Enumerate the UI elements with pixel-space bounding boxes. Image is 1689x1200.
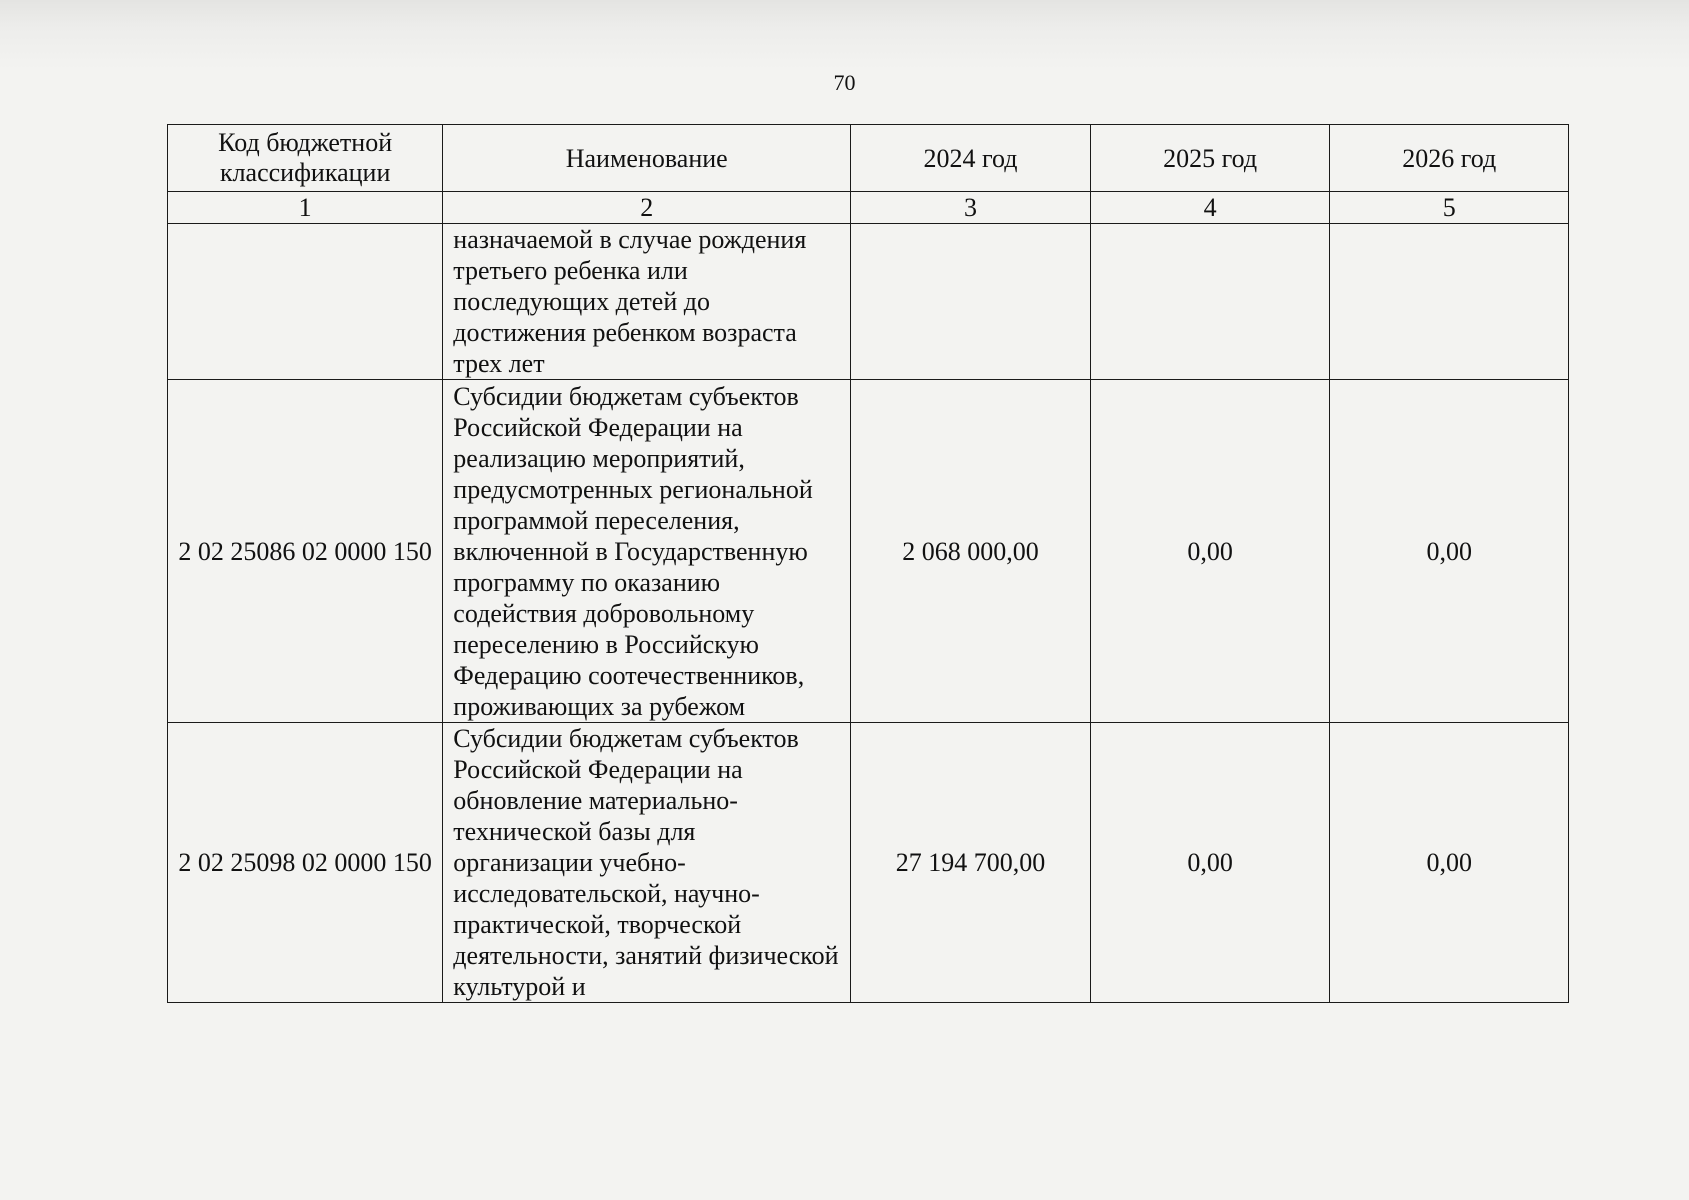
row-code: 2 02 25098 02 0000 150 <box>168 723 443 1003</box>
row-amount-2024: 27 194 700,00 <box>851 723 1091 1003</box>
table-row <box>168 380 1569 723</box>
row-name: Субсидии бюджетам субъектов Российской Федерации на обновление материально-технической базы для организации учебно-исследовательской, научно-практической, творческой деятельности, занятий физической культурой и <box>443 723 851 1003</box>
row-amount-2026: 0,00 <box>1330 380 1569 723</box>
table-row <box>168 723 1569 1003</box>
row-code: 2 02 25086 02 0000 150 <box>168 380 443 723</box>
column-number: 3 <box>851 192 1091 224</box>
header-row <box>168 125 1569 192</box>
row-name: Субсидии бюджетам субъектов Российской Федерации на реализацию мероприятий, предусмотренных региональной программой переселения, включенной в Государственную программу по оказанию содействия добровольному переселению в Российскую Федерацию соотечественников, проживающих за рубежом <box>443 380 851 723</box>
header-name: Наименование <box>443 125 851 192</box>
row-amount-2025: 0,00 <box>1090 380 1330 723</box>
row-code <box>168 224 443 380</box>
column-number-row <box>168 192 1569 224</box>
scan-shade <box>0 0 1689 70</box>
table-row <box>168 224 1569 380</box>
row-name: назначаемой в случае рождения третьего ребенка или последующих детей до достижения ребенком возраста трех лет <box>443 224 851 380</box>
row-amount-2026 <box>1330 224 1569 380</box>
header-code: Код бюджетной классификации <box>168 125 443 192</box>
column-number: 5 <box>1330 192 1569 224</box>
column-number: 1 <box>168 192 443 224</box>
row-amount-2024 <box>851 224 1091 380</box>
row-amount-2026: 0,00 <box>1330 723 1569 1003</box>
budget-table <box>167 124 1569 1003</box>
column-number: 4 <box>1090 192 1330 224</box>
column-number: 2 <box>443 192 851 224</box>
row-amount-2024: 2 068 000,00 <box>851 380 1091 723</box>
row-amount-2025 <box>1090 224 1330 380</box>
header-2024: 2024 год <box>851 125 1091 192</box>
header-2025: 2025 год <box>1090 125 1330 192</box>
page-number: 70 <box>833 70 856 95</box>
row-amount-2025: 0,00 <box>1090 723 1330 1003</box>
header-2026: 2026 год <box>1330 125 1569 192</box>
